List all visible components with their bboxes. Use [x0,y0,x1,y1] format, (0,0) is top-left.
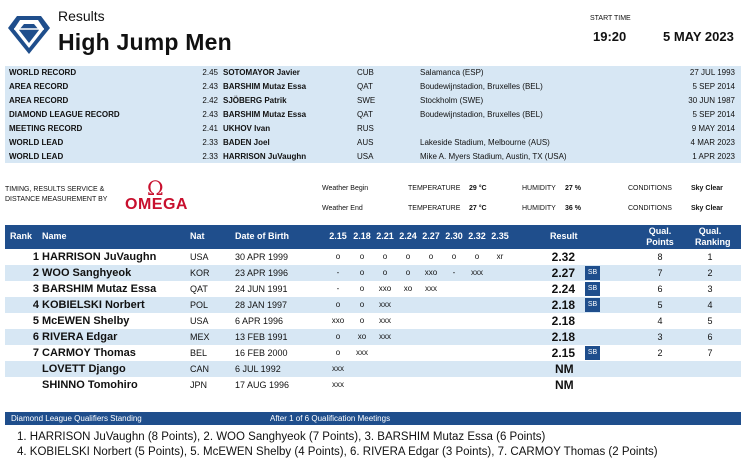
record-row [5,80,741,94]
humidity-end-label: HUMIDITY [522,205,556,212]
record-nat: SWE [357,96,376,105]
conditions-end-value: Sky Clear [691,205,723,212]
record-venue: Boudewijnstadion, Bruxelles (BEL) [420,110,543,119]
athlete-rank: 2 [32,267,39,279]
athlete-nat: CAN [190,364,210,374]
attempt-cell: xxx [425,284,437,293]
attempt-cell: xxx [332,364,344,373]
athlete-name: KOBIELSKI Norbert [42,299,145,311]
record-venue: Boudewijnstadion, Bruxelles (BEL) [420,82,543,91]
record-venue: Lakeside Stadium, Melbourne (AUS) [420,138,550,147]
athlete-result: 2.18 [551,298,575,312]
athlete-dob: 17 AUG 1996 [235,380,290,390]
col-result: Result [550,231,578,241]
athlete-name: SHINNO Tomohiro [42,379,138,391]
record-date: 27 JUL 1993 [689,68,735,77]
attempt-cell: xxo [378,284,392,293]
result-row [5,361,741,377]
col-nat: Nat [190,231,205,241]
record-row [5,150,741,164]
qual-ranking: 4 [707,300,713,310]
result-row [5,281,741,297]
result-row [5,265,741,281]
athlete-result: NM [555,362,574,376]
qual-points: 8 [657,252,663,262]
record-athlete: BADEN Joel [223,138,270,147]
qual-ranking: 7 [707,348,713,358]
attempt-cell: o [359,284,365,293]
records-panel [5,66,741,163]
weather-end-label: Weather End [322,205,363,212]
record-athlete: BARSHIM Mutaz Essa [223,110,307,119]
athlete-name: McEWEN Shelby [42,315,130,327]
record-type: WORLD RECORD [9,68,77,77]
athlete-dob: 16 FEB 2000 [235,348,288,358]
attempt-cell: o [382,268,388,277]
result-row [5,377,741,393]
athlete-result: 2.18 [551,314,575,328]
standings-line-2: 4. KOBIELSKI Norbert (5 Points), 5. McEWEN Shelby (4 Points), 6. RIVERA Edgar (3 Points), 7. CARMOY Thomas (2 Points) [17,446,658,458]
col-height: 2.15 [329,231,347,241]
athlete-name: LOVETT Django [42,363,126,375]
athlete-nat: BEL [190,348,208,358]
athlete-dob: 13 FEB 1991 [235,332,288,342]
qual-ranking: 5 [707,316,713,326]
record-athlete: HARRISON JuVaughn [223,152,307,161]
athlete-nat: KOR [190,268,210,278]
qual-points: 6 [657,284,663,294]
col-qual-ranking-2: Ranking [695,237,731,247]
record-mark: 2.42 [202,96,218,105]
athlete-rank: 3 [32,283,39,295]
col-qual-points-2: Points [646,237,674,247]
result-row [5,345,741,361]
record-mark: 2.33 [202,152,218,161]
athlete-nat: JPN [190,380,208,390]
season-best-badge: SB [585,266,600,280]
record-type: DIAMOND LEAGUE RECORD [9,110,120,119]
attempt-cell: xxx [332,380,344,389]
attempt-cell: o [428,252,434,261]
attempt-cell: xxx [471,268,483,277]
record-row [5,94,741,108]
attempt-cell: xxx [356,348,368,357]
standings-bar [5,412,741,425]
temperature-end-label: TEMPERATURE [408,205,461,212]
results-label: Results [58,8,105,24]
record-nat: AUS [357,138,374,147]
temperature-begin-label: TEMPERATURE [408,185,461,192]
diamond-league-logo-icon [5,10,53,58]
col-height: 2.35 [491,231,509,241]
start-time-label: START TIME [590,15,631,22]
record-venue: Salamanca (ESP) [420,68,484,77]
record-nat: CUB [357,68,374,77]
result-row [5,249,741,265]
athlete-rank: 1 [32,251,39,263]
results-table-header [5,225,741,249]
attempt-cell: o [359,252,365,261]
qual-points: 7 [657,268,663,278]
attempt-cell: - [336,268,340,277]
standings-title: Diamond League Qualifiers Standing [11,414,142,423]
record-date: 1 APR 2023 [692,152,735,161]
attempt-cell: - [452,268,456,277]
athlete-nat: QAT [190,284,208,294]
col-height: 2.24 [399,231,417,241]
athlete-dob: 23 APR 1996 [235,268,289,278]
athlete-nat: POL [190,300,209,310]
col-dob: Date of Birth [235,231,289,241]
record-athlete: UKHOV Ivan [223,124,271,133]
athlete-dob: 24 JUN 1991 [235,284,288,294]
athlete-result: 2.15 [551,346,575,360]
attempt-cell: xo [403,284,413,293]
season-best-badge: SB [585,298,600,312]
athlete-result: 2.18 [551,330,575,344]
athlete-name: CARMOY Thomas [42,347,136,359]
record-type: WORLD LEAD [9,152,64,161]
athlete-nat: USA [190,252,209,262]
athlete-result: NM [555,378,574,392]
record-type: WORLD LEAD [9,138,64,147]
attempt-cell: o [335,252,341,261]
record-row [5,108,741,122]
record-athlete: SOTOMAYOR Javier [223,68,300,77]
attempt-cell: o [335,300,341,309]
col-height: 2.21 [376,231,394,241]
attempt-cell: xo [357,332,367,341]
qual-ranking: 3 [707,284,713,294]
timing-line-1: TIMING, RESULTS SERVICE & [5,186,105,193]
record-type: AREA RECORD [9,96,69,105]
conditions-begin-label: CONDITIONS [628,185,672,192]
page-title: High Jump Men [58,29,232,55]
humidity-end-value: 36 % [565,205,581,212]
record-venue: Mike A. Myers Stadium, Austin, TX (USA) [420,152,567,161]
athlete-name: BARSHIM Mutaz Essa [42,283,157,295]
record-mark: 2.43 [202,82,218,91]
qual-points: 3 [657,332,663,342]
record-row [5,136,741,150]
record-date: 4 MAR 2023 [690,138,735,147]
attempt-cell: xr [496,252,504,261]
record-athlete: SJÖBERG Patrik [223,96,287,105]
record-mark: 2.45 [202,68,218,77]
qual-points: 4 [657,316,663,326]
record-nat: QAT [357,82,373,91]
attempt-cell: xxx [379,316,391,325]
athlete-name: HARRISON JuVaughn [42,251,157,263]
qual-ranking: 6 [707,332,713,342]
timing-credit [5,185,107,205]
athlete-dob: 30 APR 1999 [235,252,289,262]
athlete-dob: 6 JUL 1992 [235,364,281,374]
col-height: 2.18 [353,231,371,241]
col-height: 2.27 [422,231,440,241]
conditions-begin-value: Sky Clear [691,185,723,192]
season-best-badge: SB [585,282,600,296]
attempt-cell: xxo [331,316,345,325]
record-mark: 2.43 [202,110,218,119]
result-row [5,313,741,329]
humidity-begin-label: HUMIDITY [522,185,556,192]
record-row [5,122,741,136]
athlete-rank: 7 [32,347,39,359]
attempt-cell: o [405,252,411,261]
qual-ranking: 1 [707,252,713,262]
record-date: 5 SEP 2014 [692,110,735,119]
record-nat: QAT [357,110,373,119]
weather-begin-label: Weather Begin [322,185,369,192]
attempt-cell: xxx [379,300,391,309]
athlete-rank: 5 [32,315,39,327]
attempt-cell: xxo [424,268,438,277]
record-athlete: BARSHIM Mutaz Essa [223,82,307,91]
attempt-cell: o [451,252,457,261]
attempt-cell: o [405,268,411,277]
attempt-cell: o [474,252,480,261]
athlete-name: RIVERA Edgar [42,331,118,343]
standings-line-1: 1. HARRISON JuVaughn (8 Points), 2. WOO Sanghyeok (7 Points), 3. BARSHIM Mutaz Essa (6 Points) [17,431,546,443]
record-nat: USA [357,152,374,161]
col-height: 2.30 [445,231,463,241]
record-venue: Stockholm (SWE) [420,96,484,105]
record-date: 30 JUN 1987 [688,96,735,105]
athlete-nat: MEX [190,332,210,342]
record-mark: 2.33 [202,138,218,147]
attempt-cell: o [382,252,388,261]
col-height: 2.32 [468,231,486,241]
record-type: MEETING RECORD [9,124,83,133]
col-name: Name [42,231,67,241]
athlete-rank: 6 [32,331,39,343]
qual-points: 2 [657,348,663,358]
athlete-dob: 6 APR 1996 [235,316,284,326]
record-nat: RUS [357,124,374,133]
temperature-begin-value: 29 °C [469,185,487,192]
col-qual-ranking-1: Qual. [698,226,722,236]
timing-line-2: DISTANCE MEASUREMENT BY [5,196,108,203]
result-row [5,297,741,313]
attempt-cell: o [359,300,365,309]
start-date: 5 MAY 2023 [663,29,734,44]
attempt-cell: o [359,268,365,277]
humidity-begin-value: 27 % [565,185,581,192]
athlete-name: WOO Sanghyeok [42,267,132,279]
record-type: AREA RECORD [9,82,69,91]
attempt-cell: o [335,348,341,357]
attempt-cell: o [359,316,365,325]
record-date: 9 MAY 2014 [691,124,735,133]
record-row [5,66,741,80]
col-rank: Rank [10,231,33,241]
athlete-dob: 28 JAN 1997 [235,300,288,310]
athlete-result: 2.24 [551,282,575,296]
omega-logo-text: OMEGA [125,196,188,213]
conditions-end-label: CONDITIONS [628,205,672,212]
qual-ranking: 2 [707,268,713,278]
result-row [5,329,741,345]
page-header [0,0,748,66]
record-date: 5 SEP 2014 [692,82,735,91]
temperature-end-value: 27 °C [469,205,487,212]
col-qual-points-1: Qual. [648,226,672,236]
omega-symbol-icon: Ω [147,176,164,200]
attempt-cell: o [335,332,341,341]
start-time: 19:20 [593,29,627,44]
attempt-cell: - [336,284,340,293]
athlete-nat: USA [190,316,209,326]
athlete-rank: 4 [32,299,39,311]
athlete-result: 2.27 [551,266,575,280]
athlete-result: 2.32 [551,250,575,264]
record-mark: 2.41 [202,124,218,133]
qual-points: 5 [657,300,663,310]
standings-subtitle: After 1 of 6 Qualification Meetings [270,414,391,423]
season-best-badge: SB [585,346,600,360]
attempt-cell: xxx [379,332,391,341]
